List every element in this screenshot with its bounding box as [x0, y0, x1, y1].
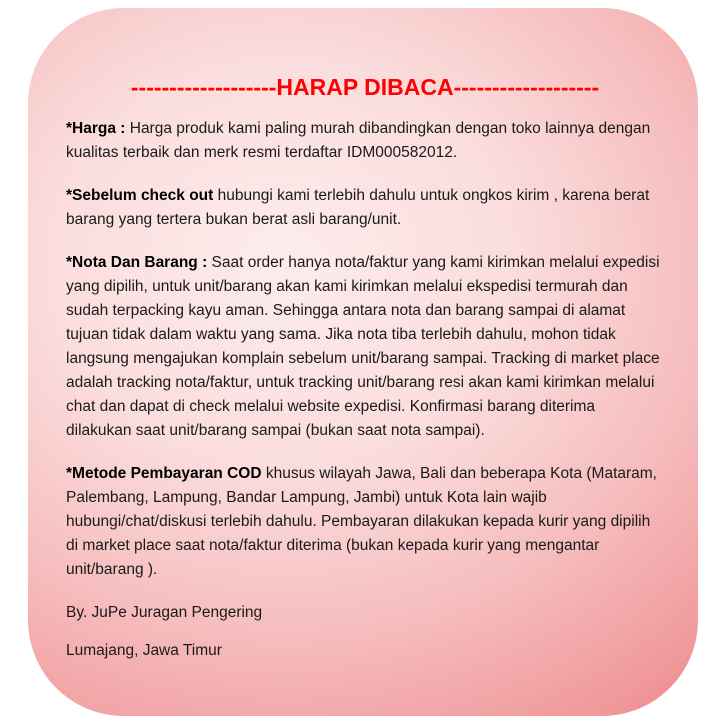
paragraph-nota-dan-barang-lead: *Nota Dan Barang : — [66, 254, 208, 271]
paragraph-metode-pembayaran-body: khusus wilayah Jawa, Bali dan beberapa Kota (Mataram, Palembang, Lampung, Bandar Lampung, Jambi) untuk Kota lain wajib hubungi/chat/diskusi terlebih dahulu. Pembayaran dilakukan kepada kurir yang dipilih di market place saat nota/faktur diterima (bukan kepada kurir yang mengantar unit/barang ). — [66, 465, 657, 578]
notice-card — [28, 8, 698, 716]
paragraph-nota-dan-barang — [66, 251, 664, 443]
notice-title: -------------------HARAP DIBACA------------------- — [130, 74, 600, 100]
paragraph-harga-lead: *Harga : — [66, 120, 126, 137]
paragraph-sebelum-checkout-body: hubungi kami terlebih dahulu untuk ongkos kirim , karena berat barang yang tertera bukan berat asli barang/unit. — [66, 187, 650, 228]
paragraph-metode-pembayaran-lead: *Metode Pembayaran COD — [66, 465, 262, 482]
paragraph-metode-pembayaran — [66, 462, 664, 582]
paragraph-nota-dan-barang-body: Saat order hanya nota/faktur yang kami kirimkan melalui expedisi yang dipilih, untuk unit/barang akan kami kirimkan melalui ekspedisi termurah dan sudah terpacking kayu aman. Sehingga antara nota dan barang sampai di alamat tujuan tidak dalam waktu yang sama. Jika nota tiba terlebih dahulu, mohon tidak langsung mengajukan komplain sebelum unit/barang sampai. Tracking di market place adalah tracking nota/faktur, untuk tracking unit/barang resi akan kami kirimkan melalui chat dan dapat di check melalui website expedisi. Konfirmasi barang diterima dilakukan saat unit/barang sampai (bukan saat nota sampai). — [66, 254, 660, 439]
notice-content — [66, 74, 664, 677]
paragraph-sebelum-checkout — [66, 184, 664, 232]
location-line: Lumajang, Jawa Timur — [66, 642, 222, 659]
byline: By. JuPe Juragan Pengering — [66, 604, 263, 621]
paragraph-harga-body: Harga produk kami paling murah dibandingkan dengan toko lainnya dengan kualitas terbaik dan merk resmi terdaftar IDM000582012. — [66, 120, 651, 161]
paragraph-sebelum-checkout-lead: *Sebelum check out — [66, 187, 214, 204]
paragraph-harga — [66, 117, 664, 165]
